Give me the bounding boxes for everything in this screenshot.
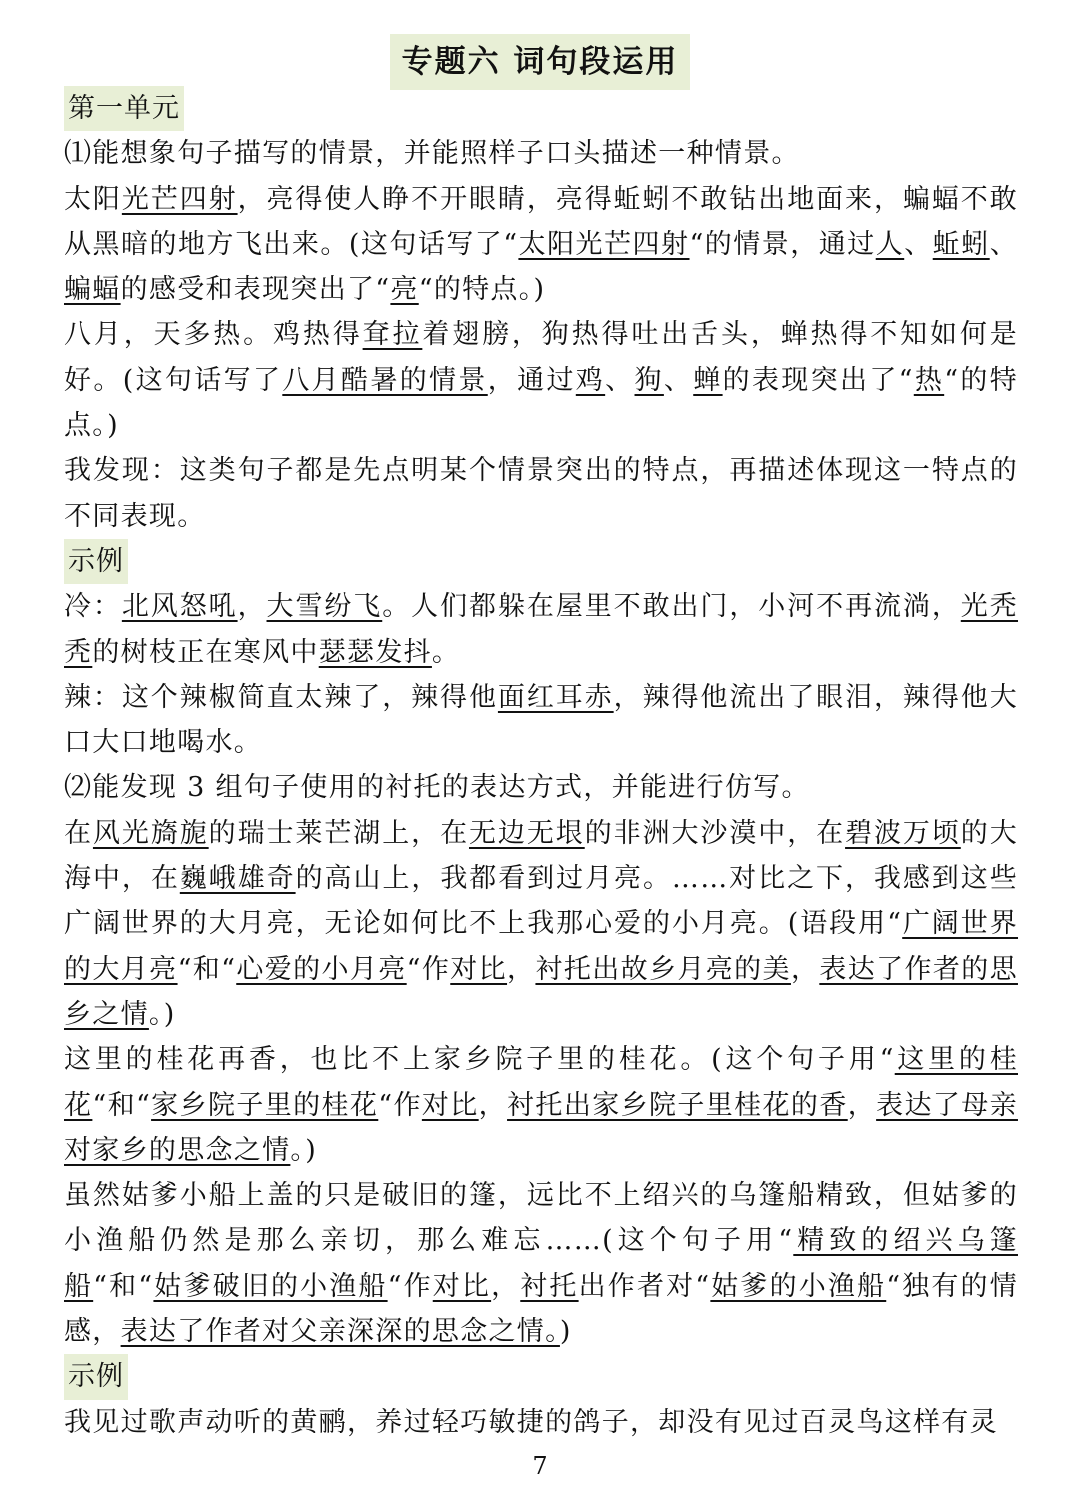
- underlined-text: 蝙蝠: [64, 274, 121, 306]
- paragraph: [64, 1037, 1018, 1173]
- underlined-text: 亮: [390, 274, 419, 306]
- section-label: 示例: [64, 1354, 128, 1399]
- underlined-text: 表达了作者的思乡之情: [64, 953, 1018, 1030]
- text-segment: 、: [989, 228, 1019, 260]
- underlined-text: 广阔世界的大月亮: [64, 908, 1019, 985]
- text-segment: “和“: [177, 953, 237, 985]
- text-segment: “独有的情感，: [64, 1270, 1018, 1348]
- text-segment: 。人们都躲在屋里不敢出门，小河不再流淌，: [382, 591, 961, 623]
- text-segment: “的特点。): [418, 274, 546, 306]
- text-segment: 虽然姑爹小船上盖的只是破旧的篷，远比不上绍兴的乌篷船精致，但姑爹的小渔船仍然是那么亲切，那么难忘……(这个句子用“: [64, 1180, 1018, 1257]
- paragraph: [64, 177, 1018, 313]
- paragraph: [64, 1400, 1018, 1445]
- underlined-text: 耷拉: [362, 319, 423, 351]
- text-segment: ): [559, 1316, 572, 1348]
- underlined-text: 精致的绍兴乌篷船: [64, 1225, 1018, 1302]
- underlined-text: 家乡院子里的桂花: [151, 1089, 379, 1121]
- text-segment: “的情景，通过: [689, 228, 876, 260]
- underlined-text: 面红耳赤: [497, 681, 614, 713]
- text-segment: ⑴能想象句子描写的情景，并能照样子口头描述一种情景。: [64, 138, 800, 170]
- underlined-text: 姑爹的小渔船: [710, 1270, 887, 1302]
- text-segment: 冷：: [64, 591, 122, 623]
- paragraph: [64, 131, 1018, 176]
- paragraph: [64, 312, 1018, 448]
- underlined-text: 热: [913, 364, 945, 396]
- text-segment: 辣：这个辣椒简直太辣了，辣得他: [64, 681, 498, 713]
- text-segment: 我见过歌声动听的黄鹂，养过轻巧敏捷的鸽子，却没有见过百灵鸟这样有灵: [64, 1406, 998, 1438]
- underlined-text: 北风怒吼: [121, 591, 238, 623]
- underlined-text: 瑟瑟发抖: [318, 636, 432, 668]
- paragraph: [64, 584, 1018, 675]
- text-segment: “和“: [92, 1089, 152, 1121]
- text-segment: 。): [290, 1134, 318, 1166]
- text-segment: 的表现突出了“: [722, 364, 914, 396]
- text-segment: “作: [378, 1089, 422, 1121]
- text-segment: ，: [847, 1089, 877, 1121]
- text-segment: “和“: [93, 1270, 154, 1302]
- page-number: 7: [532, 1452, 548, 1480]
- page-title: 专题六 词句段运用: [390, 34, 691, 90]
- paragraph: [64, 675, 1018, 766]
- underlined-text: 狗: [634, 364, 664, 396]
- underlined-text: 姑爹破旧的小渔船: [153, 1270, 388, 1302]
- underlined-text: 衬托: [520, 1270, 579, 1302]
- section-label-row: [64, 86, 1018, 131]
- underlined-text: 无边无垠: [469, 817, 585, 849]
- underlined-text: 八月酷暑的情景: [282, 364, 488, 396]
- paragraph: [64, 448, 1018, 539]
- underlined-text: 衬托出故乡月亮的美: [535, 953, 791, 985]
- text-segment: 、: [605, 364, 635, 396]
- underlined-text: 这里的桂花: [64, 1044, 1018, 1121]
- underlined-text: 对比: [432, 1270, 492, 1302]
- text-segment: 这里的桂花再香，也比不上家乡院子里的桂花。(这个句子用“: [64, 1044, 895, 1076]
- text-segment: 的瑞士莱芒湖上，在: [208, 817, 469, 849]
- text-segment: ，: [790, 953, 820, 985]
- text-segment: 。): [148, 998, 176, 1030]
- paragraph: [64, 811, 1018, 1037]
- text-segment: 。: [431, 636, 461, 668]
- text-segment: ⑵能发现 3 组句子使用的衬托的表达方式，并能进行仿写。: [64, 772, 810, 804]
- text-segment: 在: [64, 817, 93, 849]
- text-segment: ，亮得使人睁不开眼睛，亮得蚯蚓不敢钻出地面来，蝙蝠不敢从黑暗的地方飞出来。(这句话写了“: [64, 183, 1018, 260]
- text-segment: 、: [904, 228, 933, 260]
- underlined-text: 蚯蚓: [932, 228, 990, 260]
- text-segment: 着翅膀，狗热得吐出舌头，蝉热得不知如何是好。(这句话写了: [64, 319, 1019, 396]
- text-segment: “作: [406, 953, 451, 985]
- title-wrapper: [0, 34, 1080, 90]
- underlined-text: 光芒四射: [121, 183, 238, 215]
- text-segment: 的感受和表现突出了“: [120, 274, 391, 306]
- underlined-text: 太阳光芒四射: [518, 228, 690, 260]
- text-segment: ，: [478, 1089, 508, 1121]
- text-segment: 太阳: [64, 183, 122, 215]
- paragraph: [64, 1173, 1018, 1354]
- underlined-text: 鸡: [575, 364, 606, 396]
- underlined-text: 碧波万顷: [845, 817, 961, 849]
- text-segment: 的高山上，我都看到过月亮。……对比之下，我感到这些广阔世界的大月亮，无论如何比不上我那心爱的小月亮。(语段用“: [64, 863, 1019, 940]
- text-segment: ，: [507, 953, 536, 985]
- text-segment: ，: [491, 1270, 521, 1302]
- underlined-text: 风光旖旎: [92, 817, 209, 849]
- text-segment: 的大海中，在: [64, 817, 1019, 895]
- underlined-text: 表达了作者对父亲深深的思念之情。: [120, 1316, 560, 1348]
- underlined-text: 表达了母亲对家乡的思念之情: [64, 1089, 1018, 1166]
- text-segment: ，: [237, 591, 267, 623]
- section-label-row: [64, 539, 1018, 584]
- section-label-row: [64, 1354, 1018, 1399]
- underlined-text: 人: [875, 228, 905, 260]
- underlined-text: 心爱的小月亮: [236, 953, 407, 985]
- text-segment: 、: [663, 364, 694, 396]
- section-label: 示例: [64, 539, 128, 584]
- underlined-text: 大雪纷飞: [266, 591, 383, 623]
- underlined-text: 对比: [450, 953, 508, 985]
- underlined-text: 光秃秃: [64, 591, 1019, 668]
- text-segment: 的非洲大沙漠中，在: [584, 817, 846, 849]
- document-body: [64, 86, 1018, 1445]
- text-segment: 八月，天多热。鸡热得: [64, 319, 363, 351]
- underlined-text: 巍峨雄奇: [179, 863, 296, 895]
- paragraph: [64, 765, 1018, 810]
- text-segment: ，通过: [487, 364, 576, 396]
- section-label: 第一单元: [64, 86, 184, 131]
- text-segment: 出作者对“: [578, 1270, 711, 1302]
- text-segment: “作: [387, 1270, 433, 1302]
- underlined-text: 衬托出家乡院子里桂花的香: [507, 1089, 848, 1121]
- text-segment: 我发现：这类句子都是先点明某个情景突出的特点，再描述体现这一特点的不同表现。: [64, 455, 1018, 532]
- text-segment: “的特点。): [64, 364, 1018, 442]
- text-segment: 的树枝正在寒风中: [92, 636, 319, 668]
- underlined-text: 对比: [421, 1089, 479, 1121]
- underlined-text: 蝉: [693, 364, 723, 396]
- text-segment: ，辣得他流出了眼泪，辣得他大口大口地喝水。: [64, 681, 1019, 759]
